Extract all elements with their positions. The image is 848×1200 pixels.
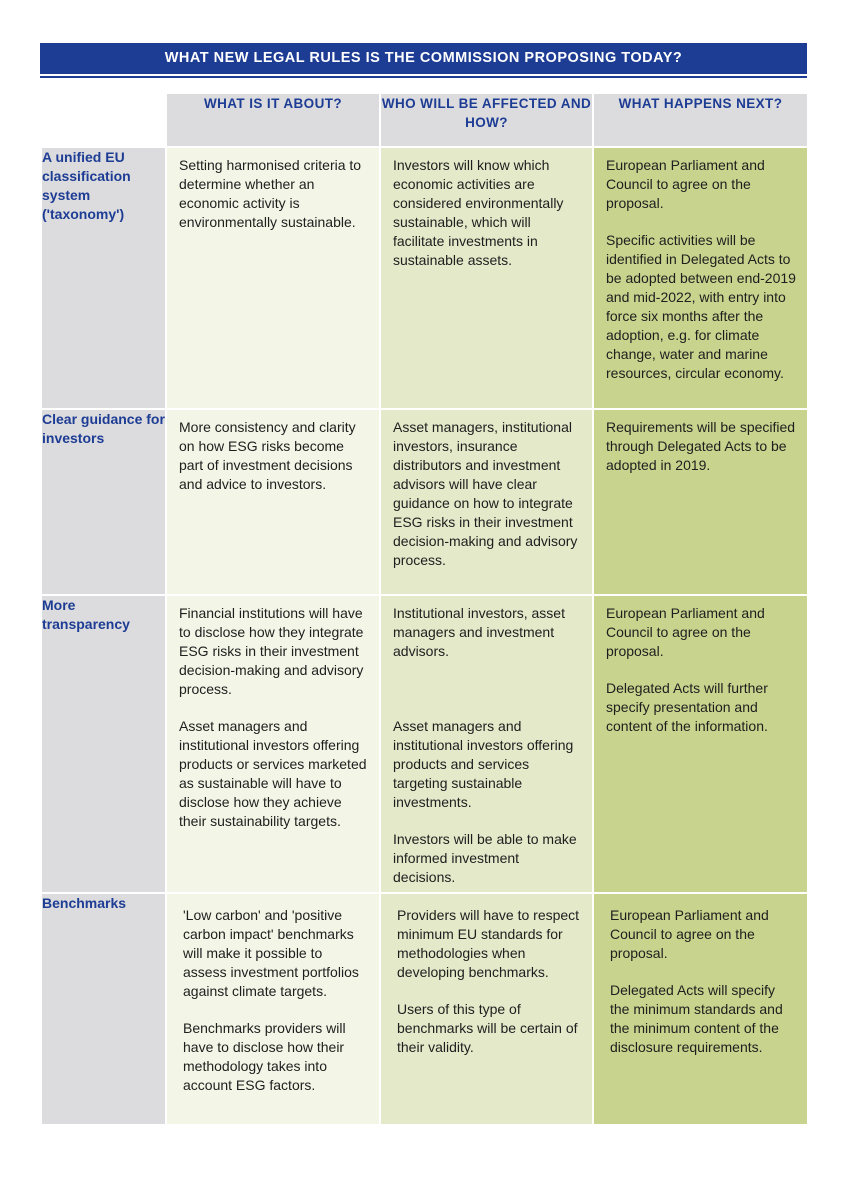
cell-paragraph: 'Low carbon' and 'positive carbon impact' benchmarks will make it possible to assess investment portfolios against climate targets. [183,907,359,999]
cell-paragraph: Institutional investors, asset managers and investment advisors. [393,605,565,659]
table-row [41,595,808,893]
cell-next [593,893,808,1125]
cell-about [166,595,380,893]
header-who-affected: WHO WILL BE AFFECTED AND HOW? [380,93,593,147]
cell-paragraph: Financial institutions will have to disclose how they integrate ESG risks in their investment decision-making and advisory process. [179,605,364,697]
cell-paragraph: Investors will be able to make informed investment decisions. [393,831,577,885]
row-label: Clear guidance for investors [41,409,166,595]
header-row [41,93,808,147]
cell-paragraph: Requirements will be specified through Delegated Acts to be adopted in 2019. [606,419,796,473]
cell-paragraph: Delegated Acts will specify the minimum standards and the minimum content of the disclosure requirements. [610,982,783,1055]
cell-about [166,893,380,1125]
cell-next [593,595,808,893]
cell-paragraph: Asset managers and institutional investors offering products and services targeting sustainable investments. [393,718,574,810]
cell-paragraph: Benchmarks providers will have to disclose how their methodology takes into account ESG factors. [183,1020,346,1093]
cell-next [593,409,808,595]
cell-who [380,147,593,409]
header-corner [41,93,166,147]
table-row [41,893,808,1125]
banner-rule [40,76,807,78]
table-row [41,147,808,409]
header-what-about: WHAT IS IT ABOUT? [166,93,380,147]
cell-next [593,147,808,409]
cell-paragraph: Setting harmonised criteria to determine whether an economic activity is environmentally sustainable. [179,157,362,230]
cell-about [166,409,380,595]
cell-paragraph: Delegated Acts will further specify presentation and content of the information. [606,680,768,734]
row-label: More transparency [41,595,166,893]
proposals-table [40,92,809,1126]
cell-paragraph: More consistency and clarity on how ESG risks become part of investment decisions and advice to investors. [179,419,356,492]
cell-who [380,595,593,893]
cell-paragraph: Investors will know which economic activities are considered environmentally sustainable, which will facilitate investments in sustainable assets. [393,157,564,268]
cell-paragraph: European Parliament and Council to agree on the proposal. [610,907,769,961]
row-label: Benchmarks [41,893,166,1125]
page-banner-title: WHAT NEW LEGAL RULES IS THE COMMISSION PROPOSING TODAY? [40,43,807,74]
cell-paragraph: Asset managers, institutional investors, insurance distributors and investment advisors will have clear guidance on how to integrate ESG risks in their investment decision-making and advisory process. [393,419,578,568]
cell-who [380,409,593,595]
cell-paragraph: European Parliament and Council to agree on the proposal. [606,605,765,659]
cell-paragraph: Specific activities will be identified in Delegated Acts to be adopted between end-2019 and mid-2022, with entry into force six months after the adoption, e.g. for climate change, water and marine resources, circular economy. [606,232,796,381]
cell-paragraph: Asset managers and institutional investors offering products or services marketed as sustainable will have to disclose how they achieve their sustainability targets. [179,718,367,829]
header-what-next: WHAT HAPPENS NEXT? [593,93,808,147]
cell-paragraph: European Parliament and Council to agree on the proposal. [606,157,765,211]
cell-who [380,893,593,1125]
table-row [41,409,808,595]
cell-paragraph: Users of this type of benchmarks will be certain of their validity. [397,1001,578,1055]
cell-about [166,147,380,409]
cell-paragraph: Providers will have to respect minimum EU standards for methodologies when developing benchmarks. [397,907,580,980]
row-label: A unified EU classification system ('taxonomy') [41,147,166,409]
